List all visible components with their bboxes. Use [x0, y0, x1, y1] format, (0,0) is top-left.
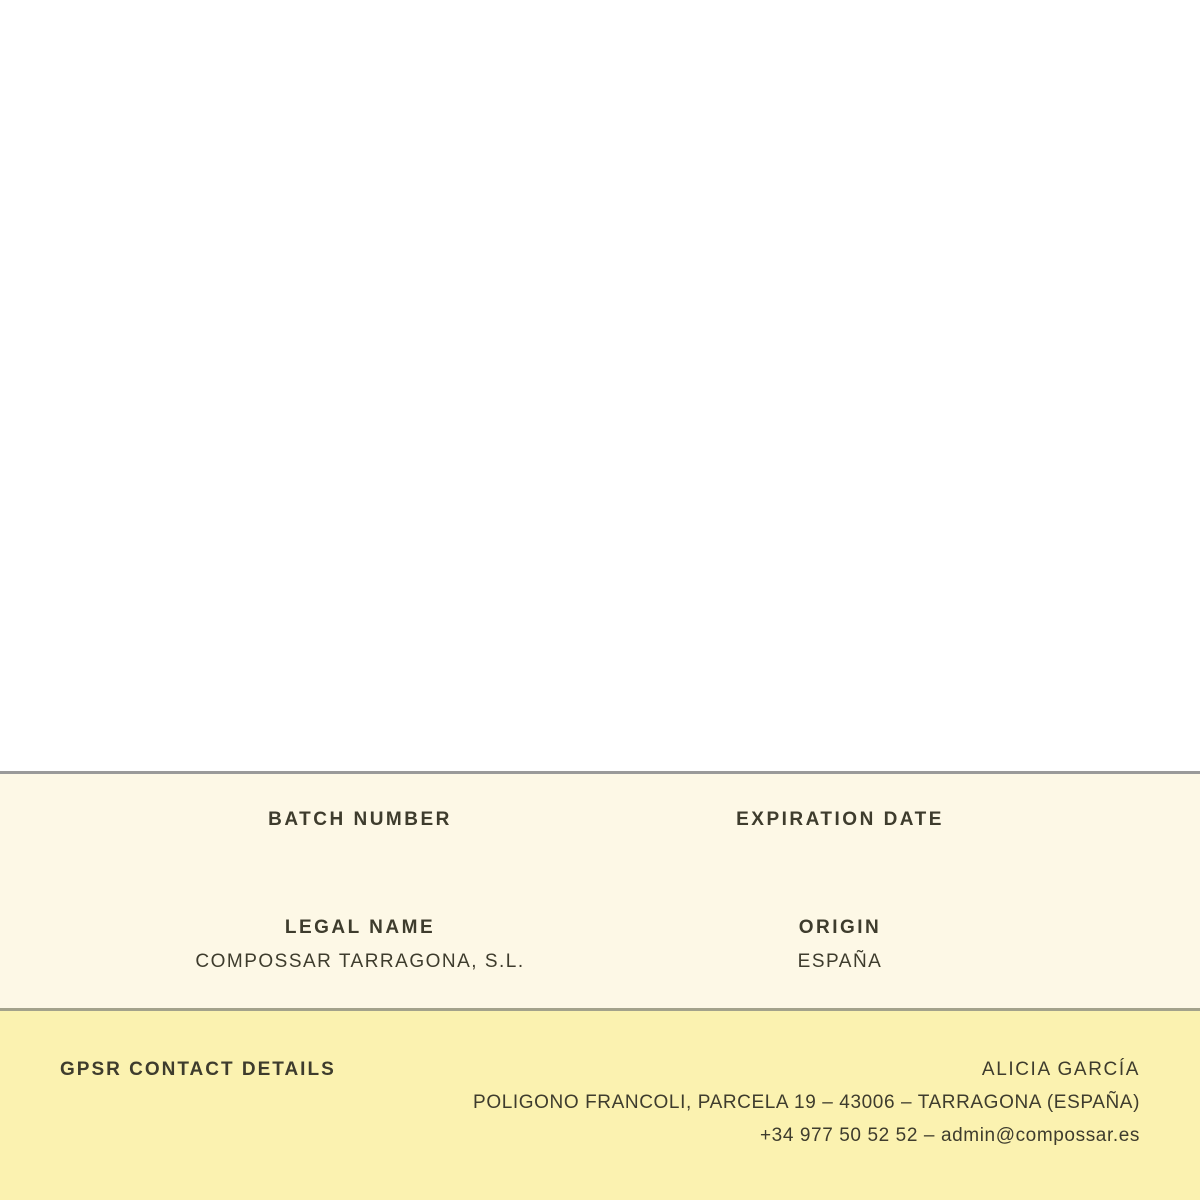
- gpsr-contact-address: POLIGONO FRANCOLI, PARCELA 19 – 43006 – TARRAGONA (ESPAÑA): [473, 1092, 1140, 1113]
- product-info-grid: [120, 808, 1080, 974]
- field-label-origin: ORIGIN: [798, 917, 882, 938]
- field-label-legal-name: LEGAL NAME: [284, 917, 436, 938]
- field-value-origin: ESPAÑA: [797, 951, 883, 972]
- field-value-legal-name: COMPOSSAR TARRAGONA, S.L.: [195, 951, 525, 972]
- gpsr-contact-panel: [0, 1011, 1200, 1200]
- gpsr-contact-phone-email: +34 977 50 52 52 – admin@compossar.es: [759, 1125, 1140, 1146]
- field-legal-name: [120, 916, 600, 974]
- product-info-panel: [0, 774, 1200, 1008]
- field-label-expiration-date: EXPIRATION DATE: [736, 809, 944, 830]
- field-label-batch-number: BATCH NUMBER: [268, 809, 452, 830]
- field-batch-number: [120, 808, 600, 916]
- field-value-batch-number: [120, 842, 600, 866]
- gpsr-contact-block: [473, 1059, 1140, 1158]
- field-origin: [600, 916, 1080, 974]
- field-value-expiration-date: [600, 842, 1080, 866]
- gpsr-contact-name: ALICIA GARCÍA: [981, 1059, 1140, 1080]
- field-expiration-date: [600, 808, 1080, 916]
- gpsr-contact-details-title: GPSR CONTACT DETAILS: [60, 1059, 336, 1080]
